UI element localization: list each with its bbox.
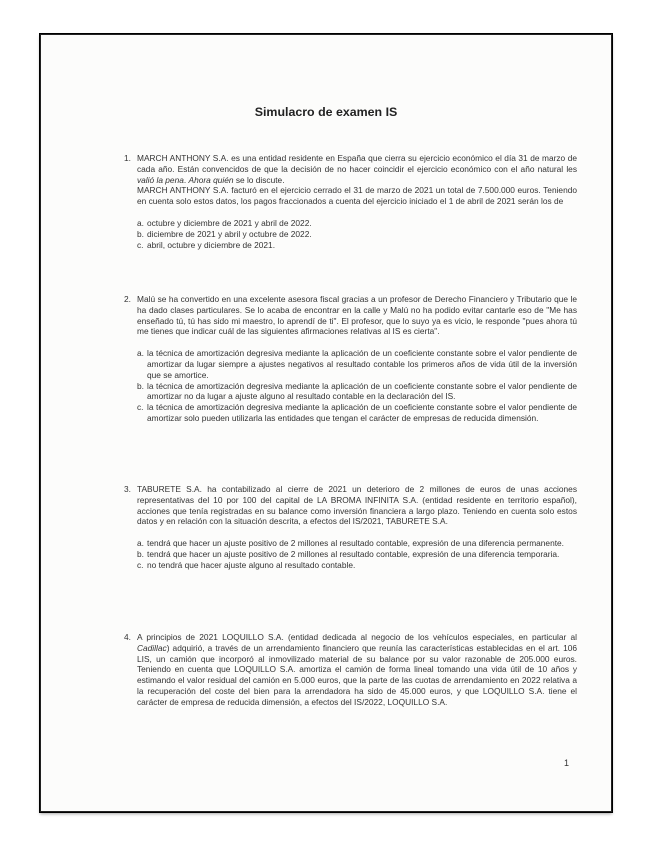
text-run: se lo discute. [233, 174, 285, 185]
text-run: A principios de 2021 LOQUILLO S.A. (entidad dedicada al negocio de los vehículos especiales, en particular al [137, 632, 577, 642]
question-paragraph [137, 185, 577, 207]
option-text: la técnica de amortización degresiva mediante la aplicación de un coeficiente constante sobre el valor pendiente de amortizar da lugar siempre a ajustes negativos al resultado contable los primeros años de vida útil de la inversión que se amortice. [147, 348, 577, 380]
answer-option-b [137, 549, 577, 560]
option-text: octubre y diciembre de 2021 y abril de 2022. [147, 217, 312, 228]
document-title: Simulacro de examen IS [254, 105, 398, 119]
option-text: diciembre de 2021 y abril y octubre de 2022. [147, 228, 312, 239]
option-letter: c. [137, 239, 144, 250]
question-paragraph [137, 632, 577, 708]
answer-options [137, 218, 577, 250]
answer-option-a [137, 218, 577, 229]
question-number: 2. [124, 294, 131, 304]
question-2 [124, 294, 577, 424]
italic-text: Ahora quién [188, 174, 234, 185]
option-text: no tendrá que hacer ajuste alguno al resultado contable. [147, 559, 356, 570]
question-number: 3. [124, 484, 131, 494]
option-letter: a. [137, 348, 144, 359]
answer-option-a [137, 538, 577, 549]
option-text: abril, octubre y diciembre de 2021. [147, 239, 276, 250]
answer-option-a [137, 348, 577, 380]
answer-option-c [137, 560, 577, 571]
option-letter: b. [137, 380, 144, 391]
question-4 [124, 632, 577, 708]
answer-option-c [137, 240, 577, 251]
question-stem [137, 632, 577, 708]
text-run: ) adquirió, a través de un arrendamiento financiero que reunía las características establecidas en el art. 106 LIS, un camión que incorporó al inmovilizado material de su balance por su valor razonable de 205.000 euros. Teniendo en cuenta que LOQUILLO S.A. amortiza el camión de forma lineal tomando una vida útil de 10 años y estimando el valor residual del camión en 5.000 euros, que la parte de las cuotas de arrendamiento en 2022 relativa a la recuperación del coste del bien para la arrendadora ha sido de 45.000 euros, y que LOQUILLO S.A. tiene el carácter de empresa de reducida dimensión, a efectos del IS/2022, LOQUILLO S.A. [137, 642, 577, 707]
answer-option-c [137, 402, 577, 424]
italic-text: valió la pena [137, 174, 184, 185]
question-paragraph [137, 484, 577, 527]
option-letter: a. [137, 538, 144, 549]
option-letter: c. [137, 402, 144, 413]
text-run: MARCH ANTHONY S.A. es una entidad residente en España que cierra su ejercicio económico el día 31 de marzo de cada año. Están convencidos de que la decisión de no hacer coincidir el ejercicio económico con el año natural les [137, 153, 577, 174]
text-run: Malú se ha convertido en una excelente asesora fiscal gracias a un profesor de Derecho Financiero y Tributario que le ha dado clases particulares. Se lo acaba de encontrar en la calle y Malú no ha podido evitar cantarle eso de "Me has enseñado tú, tú has sido mi maestro, lo aprendí de ti". El profesor, que lo suyo ya es vicio, le responde "pues ahora tú me tienes que indicar cuál de las siguientes afirmaciones relativas al IS es cierta". [137, 294, 577, 337]
document-page [40, 34, 612, 812]
answer-option-b [137, 229, 577, 240]
option-letter: b. [137, 228, 144, 239]
option-text: tendrá que hacer un ajuste positivo de 2 millones al resultado contable, expresión de una diferencia temporaria. [147, 548, 560, 559]
question-stem [137, 484, 577, 527]
question-stem [137, 294, 577, 337]
text-run: MARCH ANTHONY S.A. facturó en el ejercicio cerrado el 31 de marzo de 2021 un total de 7.500.000 euros. Teniendo en cuenta solo estos datos, los pagos fraccionados a cuenta del ejercicio iniciado el 1 de abril de 2021 serán los de [137, 185, 577, 207]
question-paragraph [137, 294, 577, 337]
option-letter: c. [137, 559, 144, 570]
answer-option-b [137, 381, 577, 403]
option-letter: b. [137, 548, 144, 559]
italic-text: Cadillac [137, 642, 167, 653]
question-1 [124, 153, 577, 250]
option-text: la técnica de amortización degresiva mediante la aplicación de un coeficiente constante sobre el valor pendiente de amortizar no da lugar a ajuste alguno al resultado contable en la declaración del IS. [147, 380, 577, 402]
page-number: 1 [563, 758, 569, 768]
text-run: . [183, 174, 189, 185]
question-3 [124, 484, 577, 571]
text-run: TABURETE S.A. ha contabilizado al cierre de 2021 un deterioro de 2 millones de euros de unas acciones representativas del 10 por 100 del capital de LA BROMA INFINITA S.A. (entidad residente en territorio español), acciones que tenía registradas en su balance como inversión financiera a largo plazo. Teniendo en cuenta solo estos datos y en relación con la situación descrita, a efectos del IS/2021, TABURETE S.A. [137, 484, 577, 527]
answer-options [137, 538, 577, 570]
option-text: la técnica de amortización degresiva mediante la aplicación de un coeficiente constante sobre el valor pendiente de amortizar solo pueden utilizarla las entidades que tengan el carácter de empresas de reducida dimensión. [147, 402, 577, 423]
question-paragraph [137, 153, 577, 185]
option-text: tendrá que hacer un ajuste positivo de 2 millones al resultado contable, expresión de una diferencia permanente. [147, 538, 564, 549]
question-number: 4. [124, 632, 131, 642]
answer-options [137, 348, 577, 424]
option-letter: a. [137, 217, 144, 228]
question-number: 1. [124, 153, 131, 163]
question-stem [137, 153, 577, 207]
